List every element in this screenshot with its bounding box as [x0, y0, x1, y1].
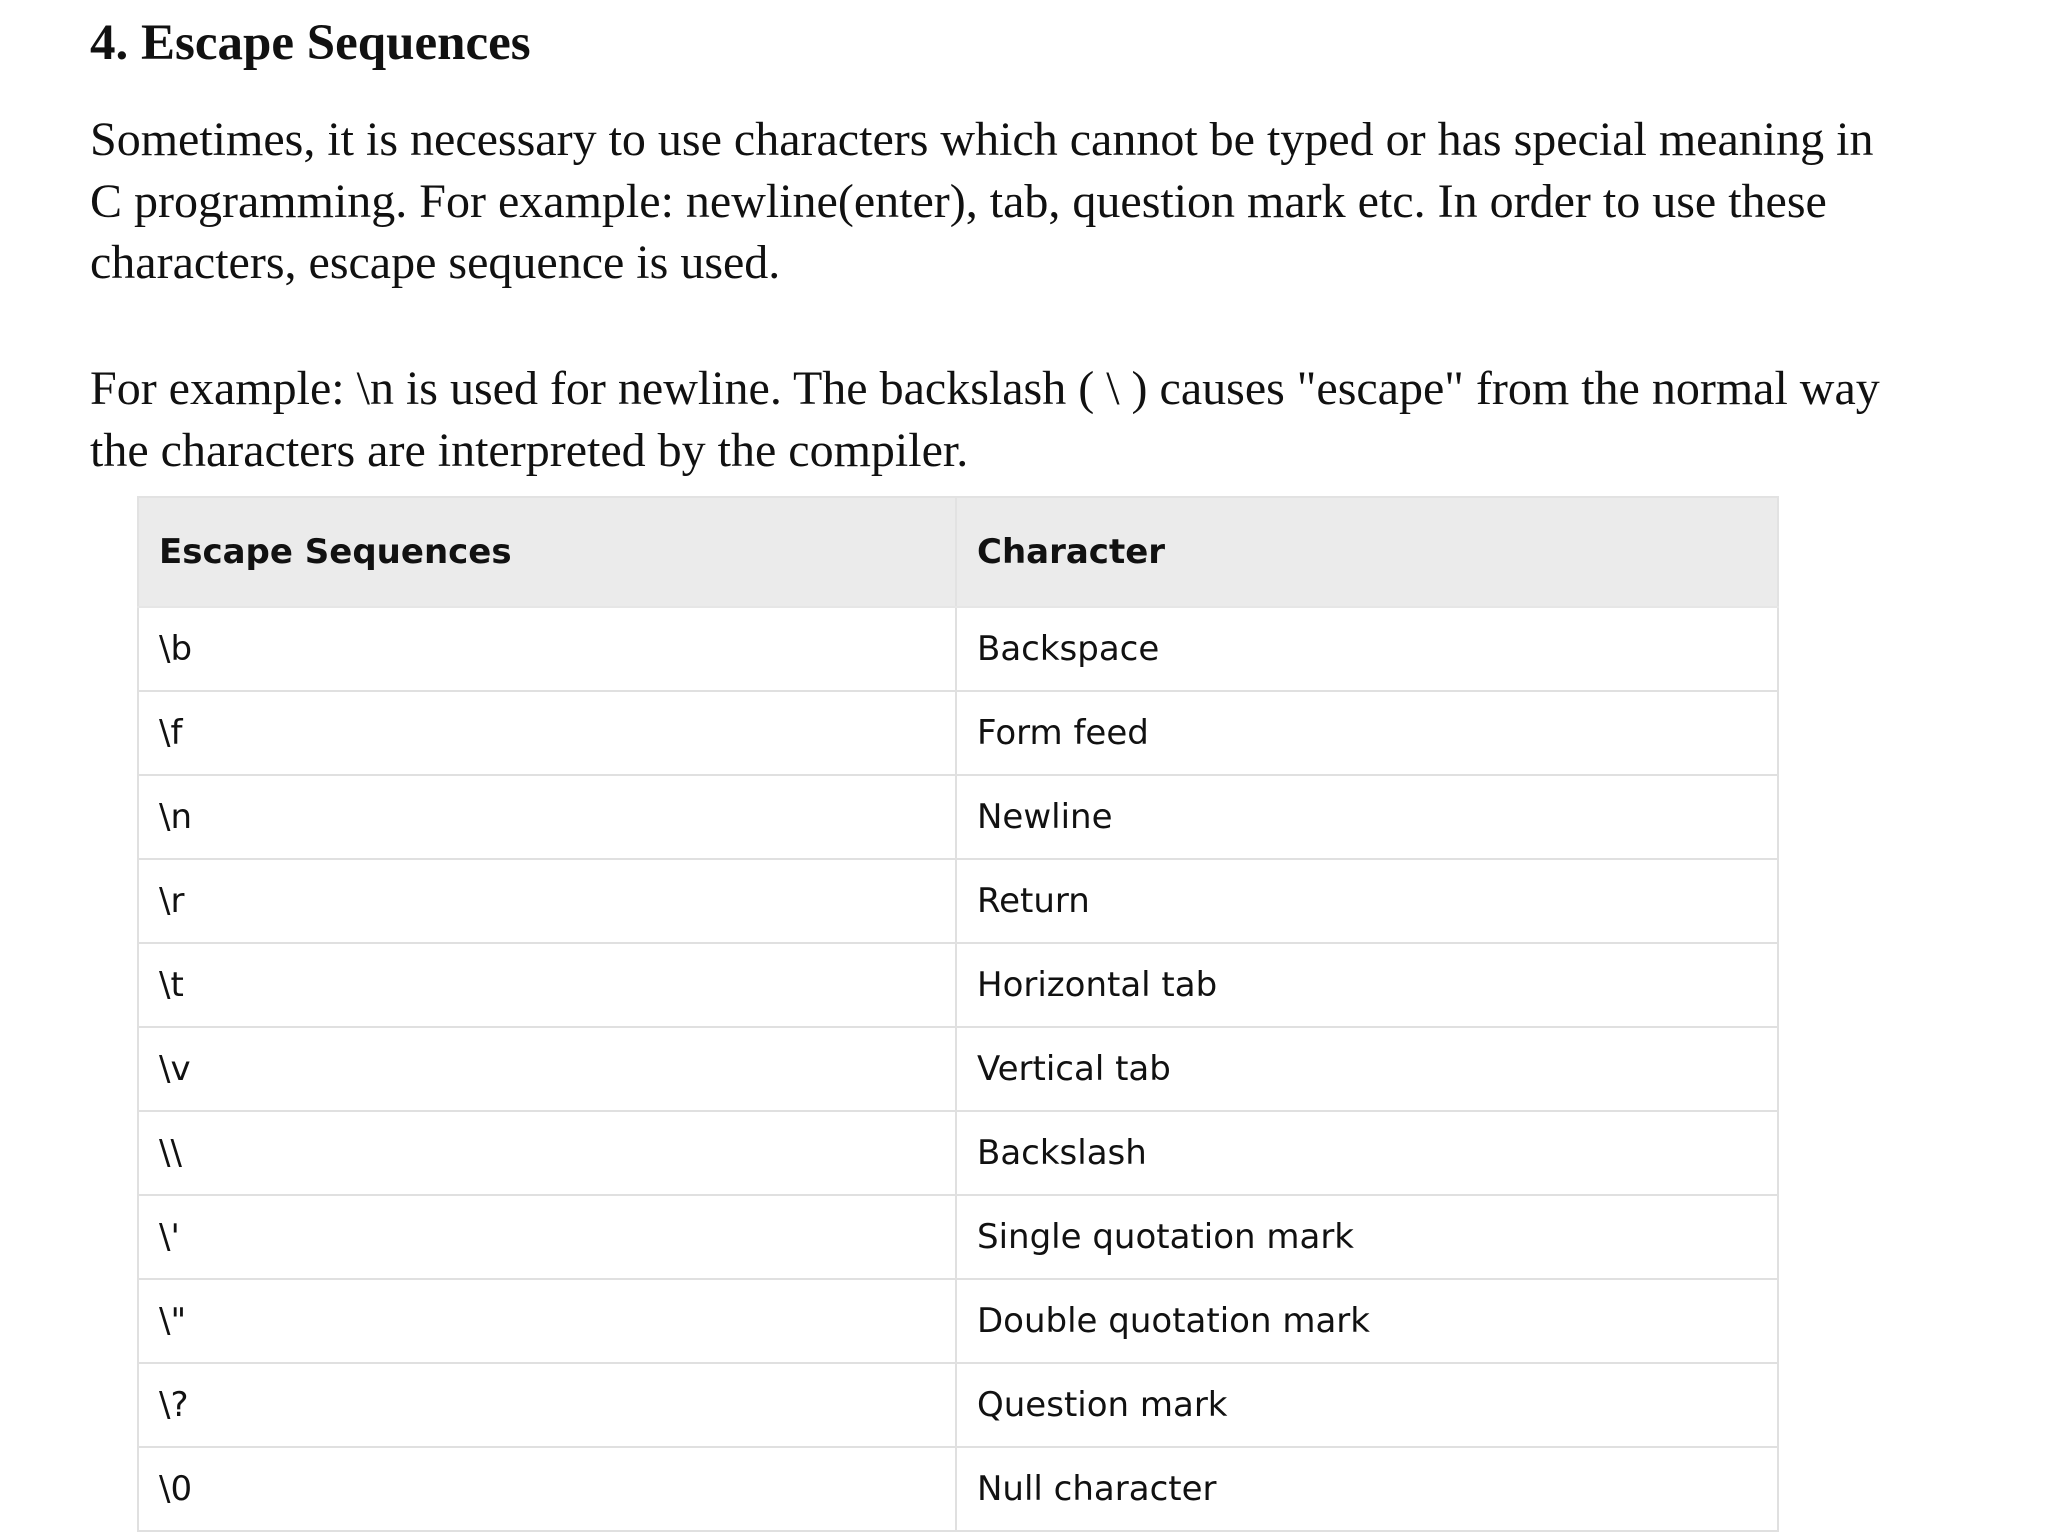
- table-row: [138, 1027, 1778, 1111]
- column-header-escape-sequences: Escape Sequences: [138, 497, 956, 607]
- example-paragraph: [90, 358, 2048, 481]
- escape-sequence-cell: \?: [138, 1363, 956, 1447]
- table-row: [138, 1195, 1778, 1279]
- character-cell: Double quotation mark: [956, 1279, 1778, 1363]
- escape-sequences-table-container: [137, 496, 1777, 1532]
- escape-sequence-cell: \': [138, 1195, 956, 1279]
- escape-sequence-cell: \0: [138, 1447, 956, 1531]
- intro-line: C programming. For example: newline(enter), tab, question mark etc. In order to use these: [90, 174, 1827, 228]
- escape-sequence-cell: \r: [138, 859, 956, 943]
- character-cell: Backslash: [956, 1111, 1778, 1195]
- character-cell: Form feed: [956, 691, 1778, 775]
- character-cell: Null character: [956, 1447, 1778, 1531]
- escape-sequence-cell: \": [138, 1279, 956, 1363]
- table-row: [138, 775, 1778, 859]
- table-row: [138, 607, 1778, 691]
- escape-sequence-cell: \\: [138, 1111, 956, 1195]
- character-cell: Question mark: [956, 1363, 1778, 1447]
- escape-sequence-cell: \v: [138, 1027, 956, 1111]
- character-cell: Backspace: [956, 607, 1778, 691]
- table-header-row: [138, 497, 1778, 607]
- escape-sequences-table: [137, 496, 1779, 1532]
- character-cell: Vertical tab: [956, 1027, 1778, 1111]
- column-header-character: Character: [956, 497, 1778, 607]
- intro-line: characters, escape sequence is used.: [90, 236, 781, 289]
- table-row: [138, 691, 1778, 775]
- character-cell: Return: [956, 859, 1778, 943]
- table-row: [138, 1447, 1778, 1531]
- example-line: For example: \n is used for newline. The backslash ( \ ) causes "escape" from the normal way: [90, 362, 1880, 415]
- example-line: the characters are interpreted by the compiler.: [90, 423, 969, 477]
- intro-line: Sometimes, it is necessary to use characters which cannot be typed or has special meaning in: [90, 113, 1874, 166]
- character-cell: Horizontal tab: [956, 943, 1778, 1027]
- table-row: [138, 1111, 1778, 1195]
- escape-sequence-cell: \t: [138, 943, 956, 1027]
- table-row: [138, 1363, 1778, 1447]
- intro-paragraph: [90, 109, 2048, 294]
- character-cell: Newline: [956, 775, 1778, 859]
- escape-sequence-cell: \b: [138, 607, 956, 691]
- escape-sequence-cell: \f: [138, 691, 956, 775]
- table-row: [138, 943, 1778, 1027]
- section-heading: 4. Escape Sequences: [90, 15, 531, 71]
- table-row: [138, 1279, 1778, 1363]
- escape-sequence-cell: \n: [138, 775, 956, 859]
- character-cell: Single quotation mark: [956, 1195, 1778, 1279]
- table-row: [138, 859, 1778, 943]
